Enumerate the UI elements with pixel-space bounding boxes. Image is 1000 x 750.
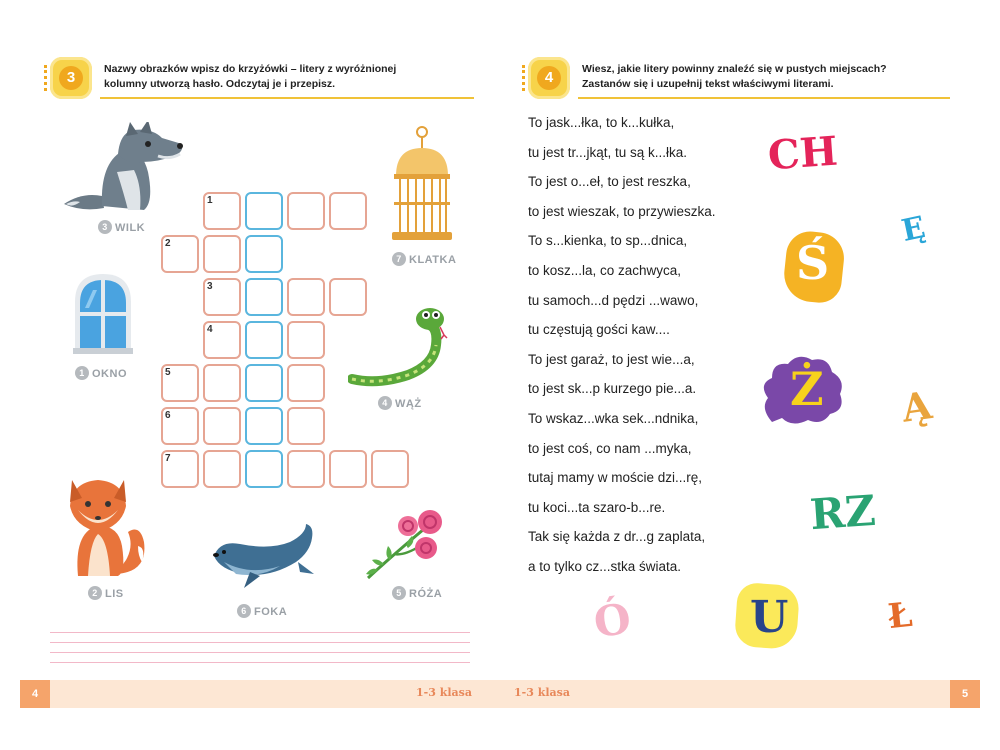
crossword-cell[interactable]: [287, 450, 325, 488]
picture-label-roza: 5 RÓŻA: [392, 586, 442, 600]
task-number-badge: [528, 57, 570, 99]
poem-line: tu jest tr...jkąt, tu są k...łka.: [528, 144, 688, 160]
crossword-cell[interactable]: [371, 450, 409, 488]
poem-line: to jest wieszak, to przywieszka.: [528, 203, 716, 219]
writing-line: [50, 632, 470, 633]
cage-illustration: [392, 126, 452, 244]
writing-line: [50, 662, 470, 663]
poem-line: To wskaz...wka sek...ndnika,: [528, 410, 699, 426]
poem-line: tu koci...ta szaro-b...re.: [528, 499, 666, 515]
picture-label-klatka: 7 KLATKA: [392, 252, 456, 266]
crossword-cell-highlighted[interactable]: [245, 235, 283, 273]
picture-label-waz: 4 WĄŻ: [378, 396, 422, 410]
crossword-cell[interactable]: [287, 321, 325, 359]
footer-class-label-left: 1-3 klasa: [416, 686, 472, 699]
task-underline: [100, 97, 474, 99]
writing-line: [50, 642, 470, 643]
crossword-cell-highlighted[interactable]: [245, 321, 283, 359]
letter-z-decoration: Ż: [790, 362, 824, 416]
poem-line: To jask...łka, to k...kułka,: [528, 115, 675, 130]
footer-class-label-right: 1-3 klasa: [514, 686, 570, 699]
left-page: [0, 0, 500, 680]
crossword-cell[interactable]: [329, 192, 367, 230]
letter-a-decoration: Ą: [899, 382, 935, 431]
poem-line: to kosz...la, co zachwyca,: [528, 262, 682, 278]
crossword-row-number: 6: [165, 410, 171, 421]
task-number: 3: [59, 66, 83, 90]
crossword-cell-highlighted[interactable]: [245, 364, 283, 402]
crossword-cell[interactable]: [287, 278, 325, 316]
crossword-row-number: 5: [165, 367, 171, 378]
crossword-row-number: 4: [207, 324, 213, 335]
poem-line: To s...kienka, to sp...dnica,: [528, 233, 688, 249]
poem-line: tu częstują gości kaw....: [528, 322, 670, 338]
letter-rz-decoration: RZ: [808, 485, 878, 540]
poem-line: tu samoch...d pędzi ...wawo,: [528, 292, 699, 308]
poem-line: to jest coś, co nam ...myka,: [528, 440, 692, 456]
snake-illustration: [348, 305, 448, 387]
crossword-row-number: 7: [165, 453, 171, 464]
crossword-cell[interactable]: [287, 364, 325, 402]
picture-label-lis: 2 LIS: [88, 586, 124, 600]
task-number: 4: [537, 66, 561, 90]
crossword-cell-highlighted[interactable]: [245, 407, 283, 445]
seal-illustration: [210, 522, 316, 592]
poem-line: To jest o...eł, to jest reszka,: [528, 174, 691, 190]
crossword-cell-highlighted[interactable]: [245, 278, 283, 316]
page-number-left: 4: [20, 680, 50, 708]
poem-line: tutaj mamy w moście dzi...rę,: [528, 470, 703, 486]
crossword-cell[interactable]: [203, 364, 241, 402]
crossword-cell-highlighted[interactable]: [245, 450, 283, 488]
letter-u-decoration: U: [750, 592, 789, 643]
task-underline: [578, 97, 950, 99]
page-number-right: 5: [950, 680, 980, 708]
crossword-cell[interactable]: [203, 450, 241, 488]
crossword-row-number: 3: [207, 281, 213, 292]
letter-ch-decoration: CH: [766, 127, 840, 180]
poem-text: [528, 108, 716, 582]
picture-label-wilk: 3 WILK: [98, 220, 145, 234]
task-instruction: Wiesz, jakie litery powinny znaleźć się w pustych miejscach? Zastanów się i uzupełnij tekst właściwymi literami.: [582, 63, 887, 90]
picture-label-okno: 1 OKNO: [75, 366, 127, 380]
wolf-illustration: [62, 122, 187, 214]
crossword-cell[interactable]: [203, 235, 241, 273]
poem-line: To jest garaż, to jest wie...a,: [528, 351, 695, 367]
crossword-cell[interactable]: [287, 407, 325, 445]
crossword-row-number: 2: [165, 238, 171, 249]
task-instruction: Nazwy obrazków wpisz do krzyżówki – litery z wyróżnionej kolumny utworzą hasło. Odczytaj je i przepisz.: [104, 63, 397, 90]
crossword-cell[interactable]: [203, 407, 241, 445]
crossword-cell-highlighted[interactable]: [245, 192, 283, 230]
writing-line: [50, 652, 470, 653]
letter-l-decoration: Ł: [885, 594, 915, 638]
window-illustration: [73, 272, 133, 354]
letter-s-decoration: Ś: [796, 236, 830, 290]
crossword-cell[interactable]: [287, 192, 325, 230]
poem-line: Tak się każda z dr...g zaplata,: [528, 529, 706, 545]
poem-line: a to tylko cz...stka świata.: [528, 558, 682, 574]
crossword-row-number: 1: [207, 195, 213, 206]
letter-e-decoration: Ę: [898, 210, 929, 249]
task-number-badge: [50, 57, 92, 99]
fox-illustration: [68, 476, 148, 580]
crossword-cell[interactable]: [329, 450, 367, 488]
poem-line: to jest sk...p kurzego pie...a.: [528, 381, 697, 397]
letter-o-decoration: Ó: [590, 593, 634, 648]
page-footer: [20, 680, 980, 708]
roses-illustration: [364, 504, 456, 580]
picture-label-foka: 6 FOKA: [237, 604, 287, 618]
right-page: [500, 0, 1000, 680]
